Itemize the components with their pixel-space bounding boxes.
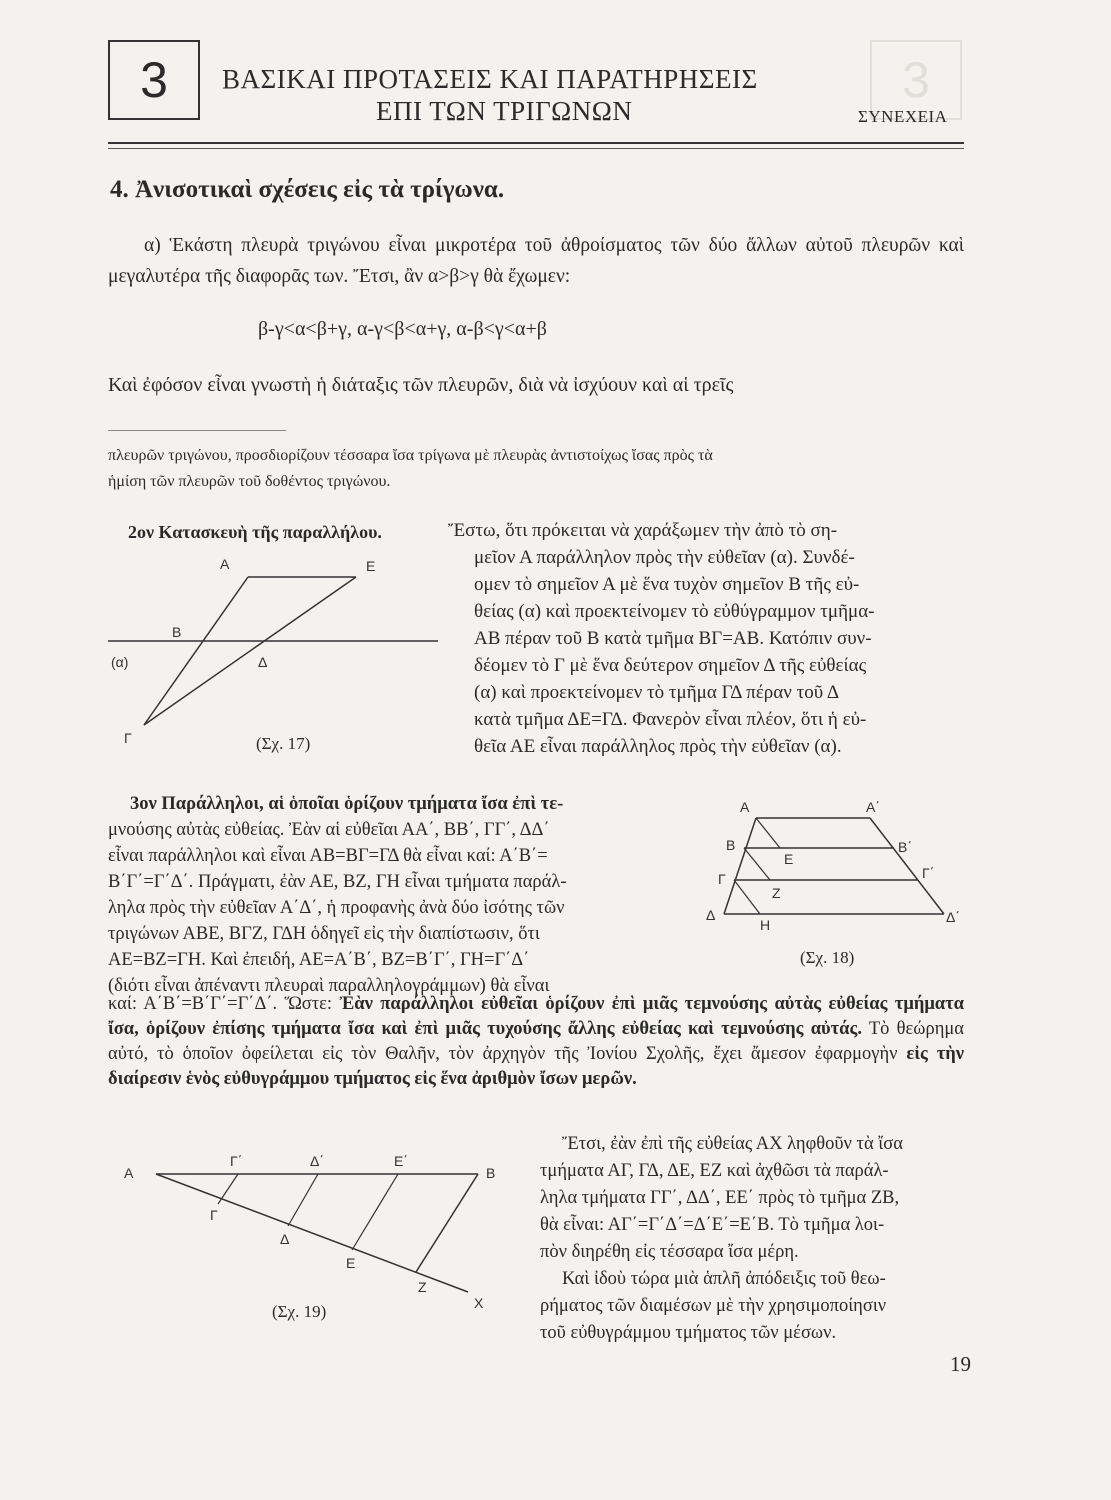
ghost-chapter-number: 3 [902,52,930,108]
figure-19 [120,1152,520,1312]
construction-line: (α) καὶ προεκτείνομεν τὸ τμῆμα ΓΔ πέραν τοῦ Δ [474,682,840,703]
label-B: B [172,624,182,640]
label-a: (α) [111,654,129,670]
label-D: Δ [280,1231,290,1247]
label-Z: Z [772,885,781,901]
header-rule [108,142,964,144]
segment-BZ [744,848,770,880]
parallels-line: Β΄Γ΄=Γ΄Δ΄. Πράγματι, ἐὰν ΑΕ, ΒΖ, ΓΗ εἶναι τμήματα παράλ- [108,872,567,892]
parallels-line: ληλα πρὸς τὴν εὐθεῖαν Α΄Δ΄, ἡ προφανὴς ἀνὰ δύο ἰσότης τῶν [108,898,565,918]
footnote-line2: ἡμίση τῶν πλευρῶν τοῦ δοθέντος τριγώνου. [108,473,391,490]
label-G2: Γ΄ [230,1153,243,1169]
construction-line: μεῖον Α παράλληλον πρὸς τὴν εὐθεῖαν (α). Συνδέ- [474,547,855,568]
theorem-attribution: Τὸ θεώρημα αὐτό, τὸ ὁποῖον ὀφείλεται εἰς τὸν Θαλῆν, τὸν ἀρχηγὸν τῆς Ἰονίου Σχολῆς, ἔχει ἄμεσον ἐφαρμογὴν [108,1019,964,1064]
chapter-subtitle: ΣΥΝΕΧΕΙΑ [858,107,948,126]
segment-GE [144,577,356,725]
construction-line: θείας (α) καὶ προεκτείνομεν τὸ εὐθύγραμμον τμῆμα- [474,601,875,622]
thales-theorem: Ἐὰν παράλληλοι εὐθεῖαι ὁρίζουν ἐπὶ μιᾶς τεμνούσης αὐτὰς εὐθείας τμήματα ἴσα, ὁρίζουν ἐπίσης τμήματα ἴσα καὶ ἐπὶ μιᾶς τυχούσης ἄλλης εὐθείας καὶ τεμνούσης αὐτάς. [108,994,964,1039]
parallels-line: εἶναι παράλληλοι καὶ εἶναι ΑΒ=ΒΓ=ΓΔ θὰ εἶναι καί: Α΄Β΄= [108,846,548,866]
division-line: ρήματος τῶν διαμέσων μὲ τὴν χρησιμοποίησιν [540,1296,887,1316]
label-E2: E΄ [394,1153,408,1169]
theorem-lead: καί: Α΄Β΄=Β΄Γ΄=Γ΄Δ΄. Ὥστε: [108,994,340,1014]
figure-17-caption: (Σχ. 17) [256,734,311,753]
label-D2: Δ΄ [310,1153,325,1169]
division-line: τμήματα ΑΓ, ΓΔ, ΔΕ, ΕΖ καὶ ἀχθῶσι τὰ παράλ- [540,1161,889,1181]
paragraph-b: Καὶ ἐφόσον εἶναι γνωστὴ ἡ διάταξις τῶν πλευρῶν, διὰ νὰ ἰσχύουν καὶ αἱ τρεῖς [108,374,734,396]
division-line: Ἔτσι, ἐὰν ἐπὶ τῆς εὐθείας ΑΧ ληφθοῦν τὰ ἴσα [562,1134,903,1154]
construction-line: κατὰ τμῆμα ΔΕ=ΓΔ. Φανερὸν εἶναι πλέον, ὅτι ἡ εὐ- [474,709,867,730]
footnote-line1: πλευρῶν τριγώνου, προσδιορίζουν τέσσαρα ἴσα τρίγωνα μὲ πλευρὰς ἀντιστοίχως ἴσας πρὸς τὰ [108,447,713,464]
chapter-number-box [108,40,200,120]
transversal-AD [724,818,756,914]
chapter-title-line1: ΒΑΣΙΚΑΙ ΠΡΟΤΑΣΕΙΣ ΚΑΙ ΠΑΡΑΤΗΡΗΣΕΙΣ [222,64,758,94]
label-H: H [760,917,771,933]
segment-DD2 [288,1174,318,1226]
segment-AE [756,818,780,848]
division-line: θὰ εἶναι: ΑΓ΄=Γ΄Δ΄=Δ΄Ε΄=Ε΄Β. Τὸ τμῆμα λοι- [540,1215,885,1235]
division-line: ληλα τμήματα ΓΓ΄, ΔΔ΄, ΕΕ΄ πρὸς τὸ τμῆμα ΖΒ, [540,1188,900,1208]
segment-GG2 [218,1174,238,1204]
division-line: τοῦ εὐθυγράμμου τμήματος τῶν μέσων. [540,1323,837,1343]
construction-line: θεῖα ΑΕ εἶναι παράλληλος πρὸς τὴν εὐθεῖαν (α). [474,736,842,757]
label-A: A [740,799,750,815]
figure-17 [108,545,468,760]
label-A: A [124,1165,134,1181]
header-rule-thin [108,148,964,149]
label-A: A [220,556,230,572]
figure-18 [700,796,970,936]
parallels-line: (διότι εἶναι ἀπέναντι πλευραὶ παραλληλογράμμων) θὰ εἶναι [108,976,550,996]
label-B: B [486,1165,496,1181]
construction-first-line: Ἔστω, ὅτι πρόκειται νὰ χαράξωμεν τὴν ἀπὸ τὸ ση- [448,520,838,541]
ray-AX [156,1174,468,1292]
parallels-line: μνούσης αὐτὰς εὐθείας. Ἐὰν αἱ εὐθεῖαι ΑΑ΄, ΒΒ΄, ΓΓ΄, ΔΔ΄ [108,820,550,840]
chapter-number: 3 [140,52,168,108]
segment-GH [734,880,760,914]
label-X: X [474,1295,484,1311]
figure-19-caption: (Σχ. 19) [272,1302,327,1321]
theorem-paragraph [108,992,964,1092]
construction-line: ομεν τὸ σημεῖον Α μὲ ἕνα τυχὸν σημεῖον Β τῆς εὐ- [474,574,860,595]
chapter-title-line2: ΕΠΙ ΤΩΝ ΤΡΙΓΩΝΩΝ [376,96,633,126]
parallels-line: ΑΕ=ΒΖ=ΓΗ. Καὶ ἐπειδή, ΑΕ=Α΄Β΄, ΒΖ=Β΄Γ΄, ΓΗ=Γ΄Δ΄ [108,950,530,970]
label-E: E [346,1255,356,1271]
section-heading: 4. Ἀνισοτικαὶ σχέσεις εἰς τὰ τρίγωνα. [110,176,505,203]
label-D2: Δ΄ [946,909,961,925]
segment-EE2 [352,1174,398,1250]
label-G2: Γ΄ [922,865,935,881]
inequality-formula: β-γ<α<β+γ, α-γ<β<α+γ, α-β<γ<α+β [258,318,547,340]
label-G: Γ [718,871,726,887]
label-Z: Z [418,1279,427,1295]
division-line: πὸν διηρέθη εἰς τέσσαρα ἴσα μέρη. [540,1242,799,1262]
parallels-heading: 3ον Παράλληλοι, αἱ ὁποῖαι ὁρίζουν τμήματα ἴσα ἐπὶ τε- [130,794,564,814]
label-E: E [366,558,376,574]
construction-heading: 2ον Κατασκευὴ τῆς παραλλήλου. [128,522,382,542]
page-number: 19 [950,1352,971,1376]
construction-line: δέομεν τὸ Γ μὲ ἕνα δεύτερον σημεῖον Δ τῆς εὐθείας [474,655,867,676]
label-E: E [784,851,794,867]
segment-ZB [416,1174,478,1272]
label-B: B [726,837,736,853]
label-D: Δ [258,654,268,670]
theorem-application: εἰς τὴν διαίρεσιν ἑνὸς εὐθυγράμμου τμήματος εἰς ἕνα ἀριθμὸν ἴσων μερῶν. [108,1044,964,1089]
footnote-rule [108,430,286,431]
parallels-line: τριγώνων ΑΒΕ, ΒΓΖ, ΓΔΗ ὁδηγεῖ εἰς τὴν διαπίστωσιν, ὅτι [108,924,540,944]
division-line: Καὶ ἰδοὺ τώρα μιὰ ἁπλῆ ἀπόδειξις τοῦ θεω- [562,1269,886,1289]
label-G: Γ [210,1207,218,1223]
label-B2: B΄ [898,839,912,855]
label-A2: A΄ [866,799,880,815]
paragraph-a: α) Ἑκάστη πλευρὰ τριγώνου εἶναι μικροτέρα τοῦ ἀθροίσματος τῶν δύο ἄλλων αὐτοῦ πλευρῶν καὶ μεγαλυτέρα τῆς διαφορᾶς των. Ἔτσι, ἂν α>β>γ θὰ ἔχωμεν: [108,235,964,287]
construction-line: ΑΒ πέραν τοῦ Β κατὰ τμῆμα ΒΓ=ΑΒ. Κατόπιν συν- [474,628,872,649]
segment-AG [144,577,248,725]
label-G: Γ [124,730,132,746]
label-D: Δ [706,907,716,923]
figure-18-caption: (Σχ. 18) [800,948,855,967]
